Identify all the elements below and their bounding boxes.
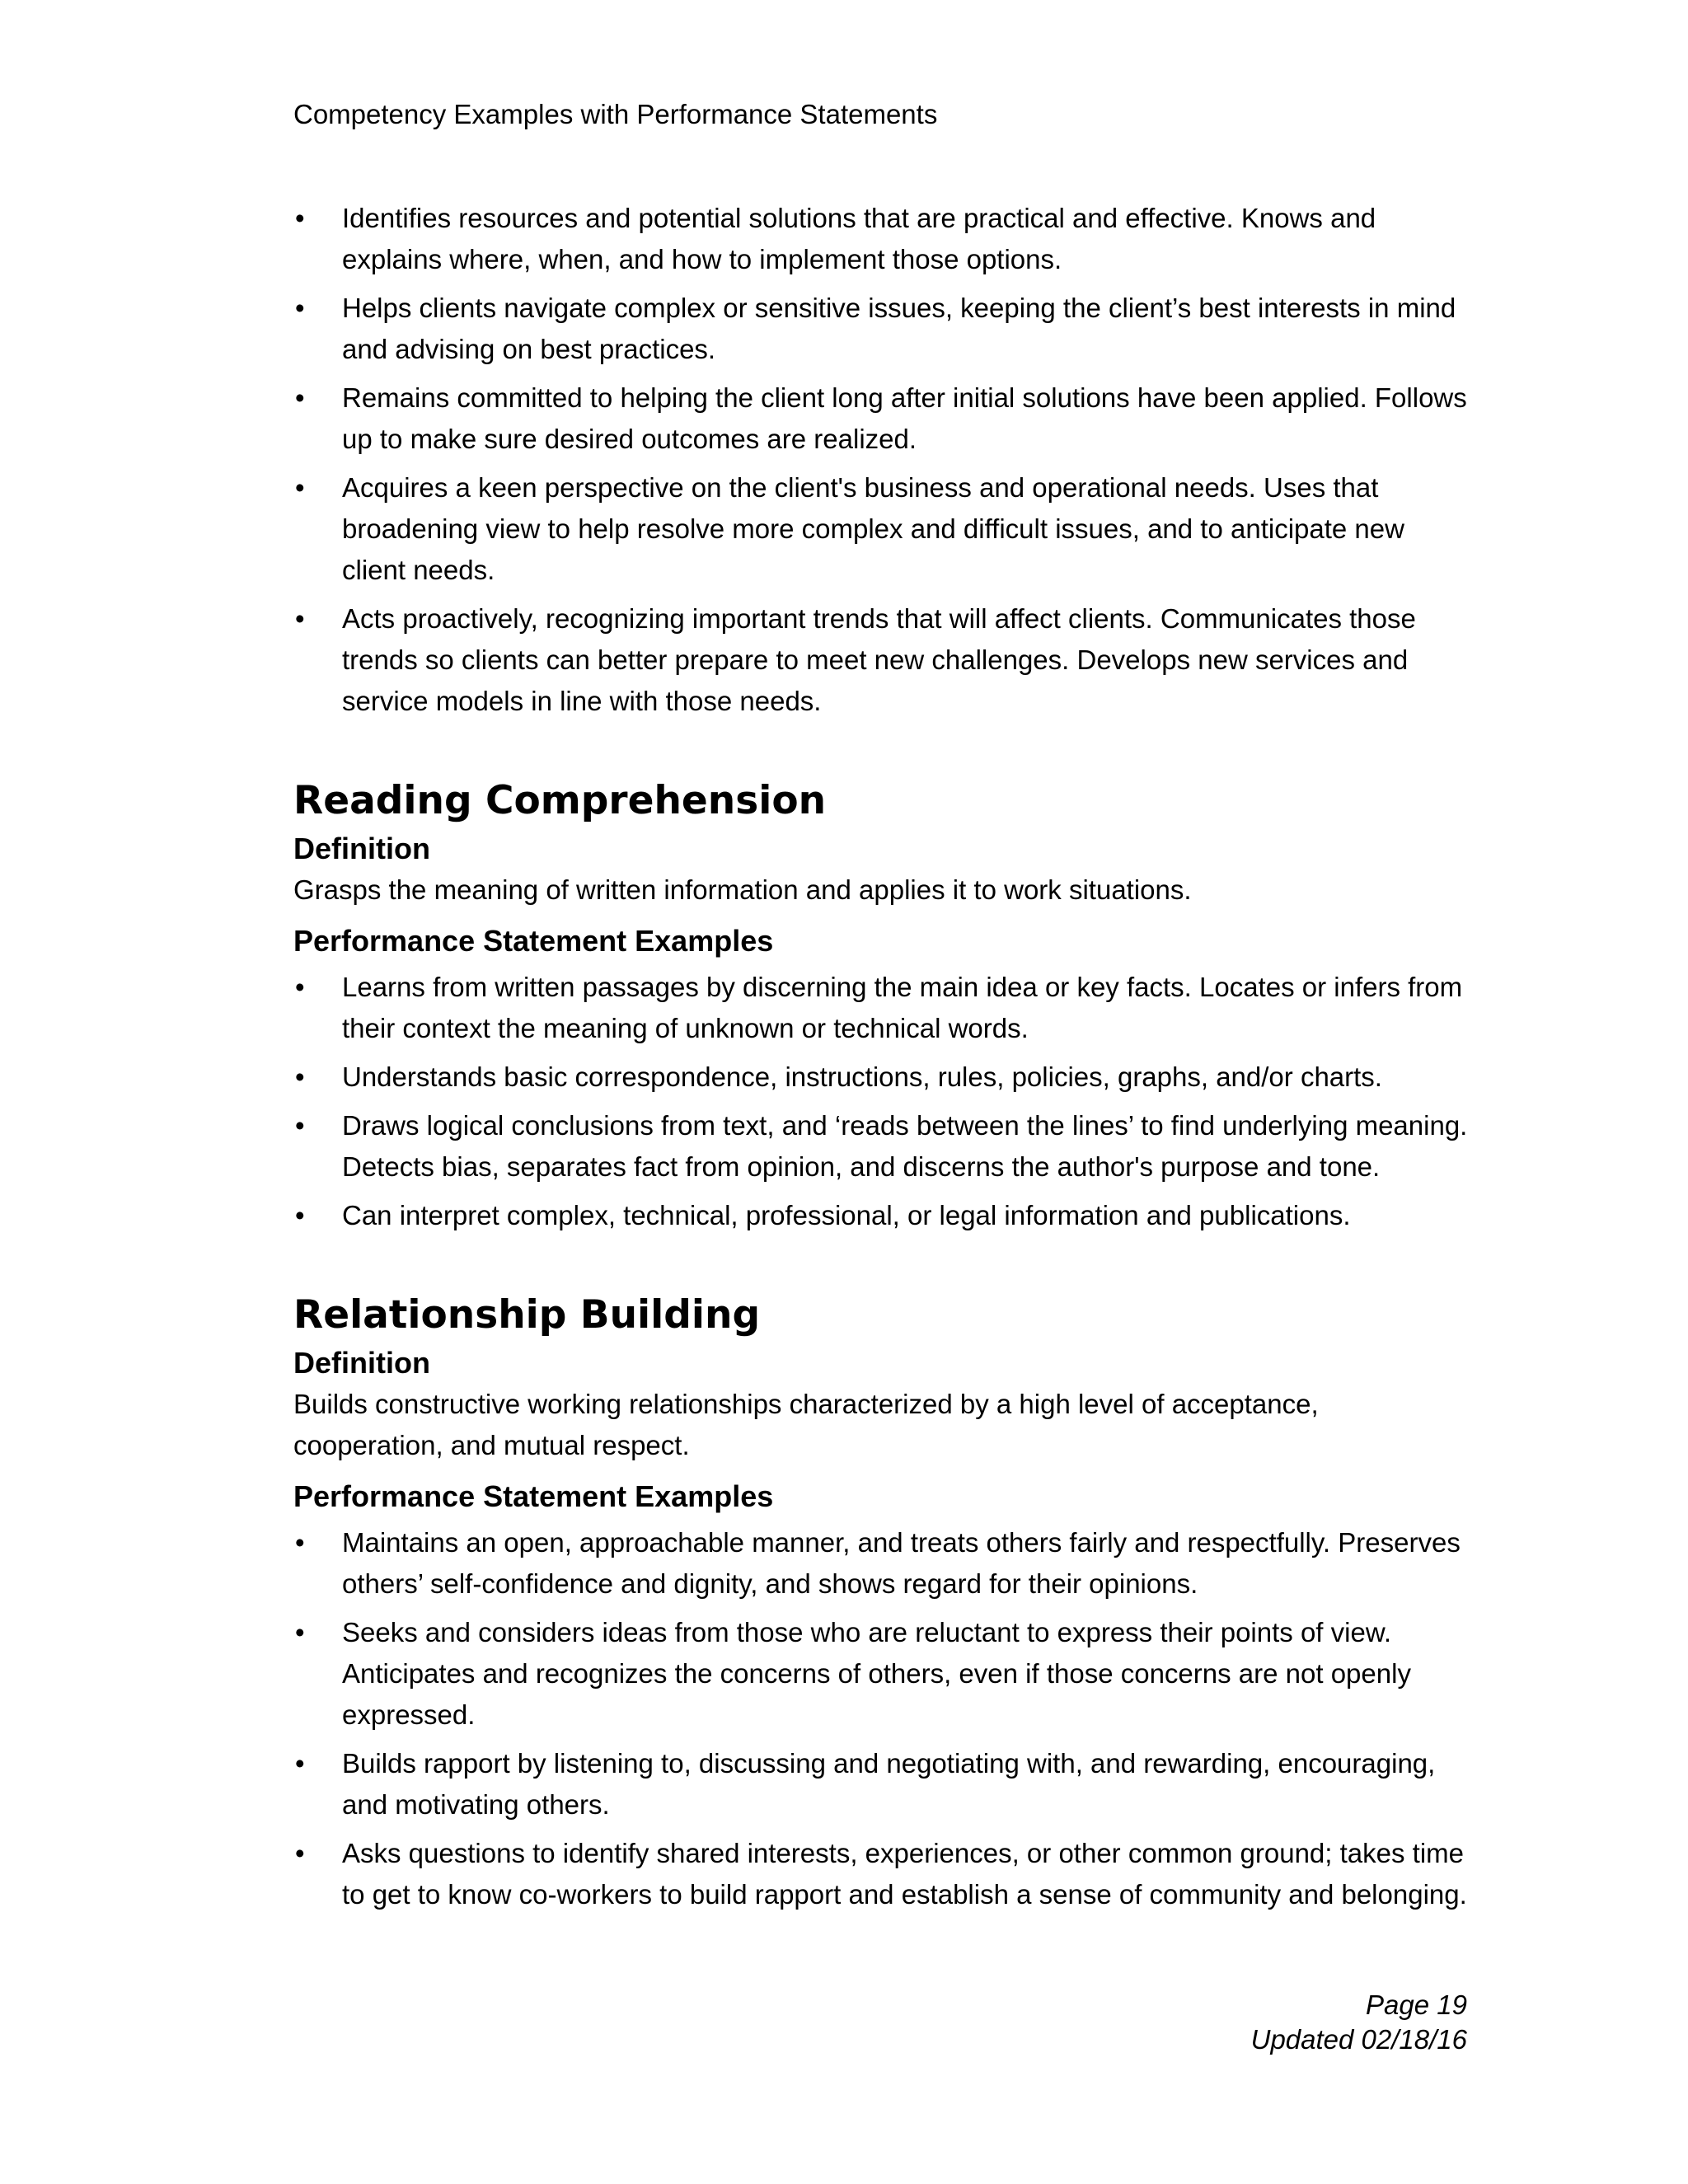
updated-date: Updated 02/18/16 bbox=[1250, 2024, 1467, 2055]
list-item bbox=[293, 967, 1472, 1049]
list-item-text: Identifies resources and potential solutions that are practical and effective. Knows and explains where, when, and how to implement those options. bbox=[342, 203, 1376, 274]
examples-heading: Performance Statement Examples bbox=[293, 924, 774, 958]
list-item bbox=[293, 598, 1472, 722]
bullet-icon: • bbox=[295, 293, 305, 323]
bullet-icon: • bbox=[295, 603, 305, 634]
list-item bbox=[293, 1833, 1472, 1915]
list-item-text: Maintains an open, approachable manner, and treats others fairly and respectfully. Preserves others’ self-confidence and dignity, and shows regard for their opinions. bbox=[342, 1527, 1461, 1599]
running-header: Competency Examples with Performance Statements bbox=[293, 99, 938, 129]
bullet-icon: • bbox=[295, 382, 305, 413]
bullet-icon: • bbox=[295, 972, 305, 1002]
bullet-icon: • bbox=[295, 1200, 305, 1230]
list-item-text: Seeks and considers ideas from those who are reluctant to express their points of view. Anticipates and recognizes the concerns of others, even if those concerns are not openly expressed. bbox=[342, 1617, 1411, 1730]
list-item bbox=[293, 1612, 1472, 1736]
list-item-text: Acquires a keen perspective on the client's business and operational needs. Uses that broadening view to help resolve more complex and difficult issues, and to anticipate new client needs. bbox=[342, 472, 1404, 585]
examples-bullet-list bbox=[293, 967, 1472, 1236]
list-item bbox=[293, 1105, 1472, 1188]
bullet-icon: • bbox=[295, 1748, 305, 1779]
list-item-text: Asks questions to identify shared interests, experiences, or other common ground; takes time to get to know co-workers to build rapport and establish a sense of community and belonging. bbox=[342, 1838, 1467, 1910]
list-item bbox=[293, 467, 1472, 591]
list-item bbox=[293, 1195, 1472, 1236]
section-reading-comprehension bbox=[293, 774, 1472, 1236]
list-item-text: Understands basic correspondence, instructions, rules, policies, graphs, and/or charts. bbox=[342, 1062, 1382, 1092]
list-item-text: Learns from written passages by discerning the main idea or key facts. Locates or infers from their context the meaning of unknown or technical words. bbox=[342, 972, 1463, 1043]
bullet-icon: • bbox=[295, 472, 305, 503]
page-content bbox=[293, 198, 1472, 1923]
list-item-text: Acts proactively, recognizing important trends that will affect clients. Communicates those trends so clients can better prepare to meet new challenges. Develops new services and service models in line with those needs. bbox=[342, 603, 1416, 716]
section-relationship-building bbox=[293, 1288, 1472, 1915]
definition-heading: Definition bbox=[293, 832, 430, 865]
section-title: Relationship Building bbox=[293, 1292, 761, 1338]
page-footer bbox=[1251, 1988, 1467, 2057]
list-item bbox=[293, 288, 1472, 370]
list-item-text: Helps clients navigate complex or sensitive issues, keeping the client’s best interests in mind and advising on best practices. bbox=[342, 293, 1456, 364]
section-title: Reading Comprehension bbox=[293, 778, 827, 823]
bullet-icon: • bbox=[295, 203, 305, 233]
list-item bbox=[293, 377, 1472, 460]
examples-heading: Performance Statement Examples bbox=[293, 1479, 774, 1513]
intro-bullet-list bbox=[293, 198, 1472, 722]
examples-bullet-list bbox=[293, 1522, 1472, 1915]
bullet-icon: • bbox=[295, 1062, 305, 1092]
bullet-icon: • bbox=[295, 1838, 305, 1868]
list-item-text: Draws logical conclusions from text, and ‘reads between the lines’ to find underlying meaning. Detects bias, separates fact from opinion, and discerns the author's purpose and tone. bbox=[342, 1110, 1468, 1182]
list-item-text: Can interpret complex, technical, professional, or legal information and publications. bbox=[342, 1200, 1351, 1230]
list-item bbox=[293, 198, 1472, 280]
bullet-icon: • bbox=[295, 1617, 305, 1647]
definition-heading: Definition bbox=[293, 1346, 430, 1380]
definition-text: Grasps the meaning of written information and applies it to work situations. bbox=[293, 874, 1192, 905]
list-item bbox=[293, 1057, 1472, 1098]
bullet-icon: • bbox=[295, 1110, 305, 1141]
list-item bbox=[293, 1743, 1472, 1825]
list-item-text: Remains committed to helping the client long after initial solutions have been applied. Follows up to make sure desired outcomes are realized. bbox=[342, 382, 1467, 454]
definition-text: Builds constructive working relationships characterized by a high level of acceptance, cooperation, and mutual respect. bbox=[293, 1389, 1319, 1460]
page-number: Page 19 bbox=[1366, 1990, 1467, 2020]
bullet-icon: • bbox=[295, 1527, 305, 1558]
list-item-text: Builds rapport by listening to, discussing and negotiating with, and rewarding, encouraging, and motivating others. bbox=[342, 1748, 1436, 1820]
list-item bbox=[293, 1522, 1472, 1605]
